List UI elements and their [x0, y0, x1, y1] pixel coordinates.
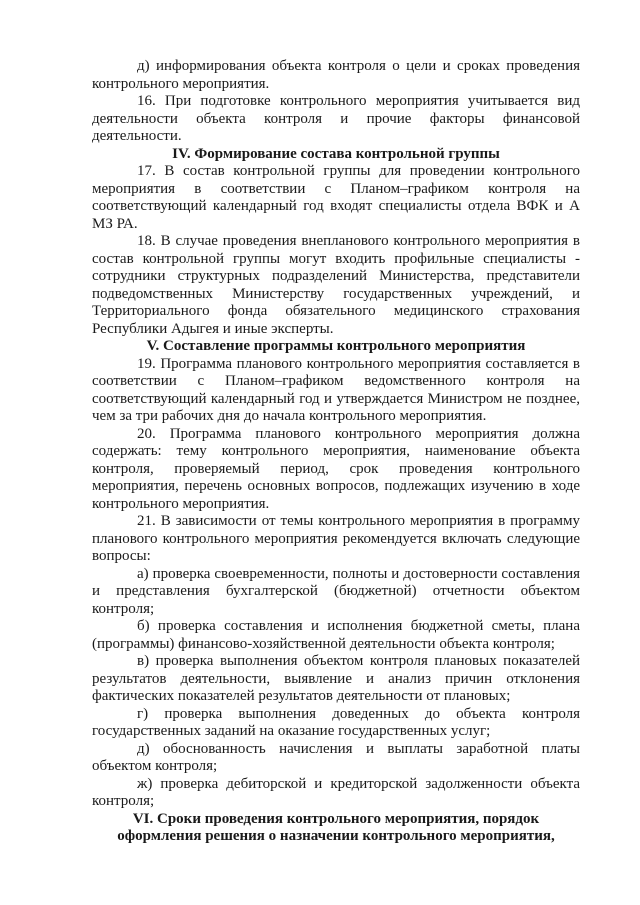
- paragraph-16: 16. При подготовке контрольного мероприятия учитывается вид деятельности объекта контроля и прочие факторы финансовой деятельности.: [92, 93, 580, 144]
- list-item-b: б) проверка составления и исполнения бюджетной сметы, плана (программы) финансово-хозяйственной деятельности объекта контроля;: [92, 618, 580, 652]
- section-heading-vi: VI. Сроки проведения контрольного мероприятия, порядок оформления решения о назначении контрольного мероприятия,: [117, 810, 555, 844]
- section-heading-v: V. Составление программы контрольного мероприятия: [146, 338, 526, 354]
- document-body: [92, 58, 580, 846]
- paragraph-18: 18. В случае проведения внепланового контрольного мероприятия в состав контрольной группы могут входить профильные специалисты - сотрудники структурных подразделений Министерства, представители подведомственных Министерству государственных учреждений, и Территориального фонда обязательного медицинского страхования Республики Адыгея и иные эксперты.: [92, 233, 580, 337]
- paragraph-17: 17. В состав контрольной группы для проведении контрольного мероприятия в соответствии с Планом–графиком контроля на соответствующий календарный год входят специалисты отдела ВФК и А МЗ РА.: [92, 163, 580, 232]
- paragraph-20: 20. Программа планового контрольного мероприятия должна содержать: тему контрольного мероприятия, наименование объекта контроля, проверяемый период, срок проведения контрольного мероприятия, перечень основных вопросов, подлежащих изучению в ходе контрольного мероприятия.: [92, 425, 580, 512]
- paragraph-21: 21. В зависимости от темы контрольного мероприятия в программу планового контрольного мероприятия рекомендуется включать следующие вопросы:: [92, 513, 580, 564]
- paragraph-19: 19. Программа планового контрольного мероприятия составляется в соответствии с Планом–графиком ведомственного контроля на соответствующий календарный год и утверждается Министром не позднее, чем за три рабочих дня до начала контрольного мероприятия.: [92, 355, 580, 424]
- list-item-g: г) проверка выполнения доведенных до объекта контроля государственных заданий на оказание государственных услуг;: [92, 705, 580, 739]
- section-heading-iv: IV. Формирование состава контрольной группы: [172, 145, 500, 162]
- list-item-d: д) обоснованность начисления и выплаты заработной платы объектом контроля;: [92, 740, 580, 774]
- list-item-a: а) проверка своевременности, полноты и достоверности составления и представления бухгалтерской (бюджетной) отчетности объектом контроля;: [92, 565, 580, 617]
- list-item-v: в) проверка выполнения объектом контроля плановых показателей результатов деятельности, выявление и анализ причин отклонения фактических показателей результатов деятельности от плановых;: [92, 653, 580, 704]
- list-item-zh: ж) проверка дебиторской и кредиторской задолженности объекта контроля;: [92, 775, 580, 809]
- paragraph-15d: д) информирования объекта контроля о цели и сроках проведения контрольного мероприятия.: [92, 58, 580, 92]
